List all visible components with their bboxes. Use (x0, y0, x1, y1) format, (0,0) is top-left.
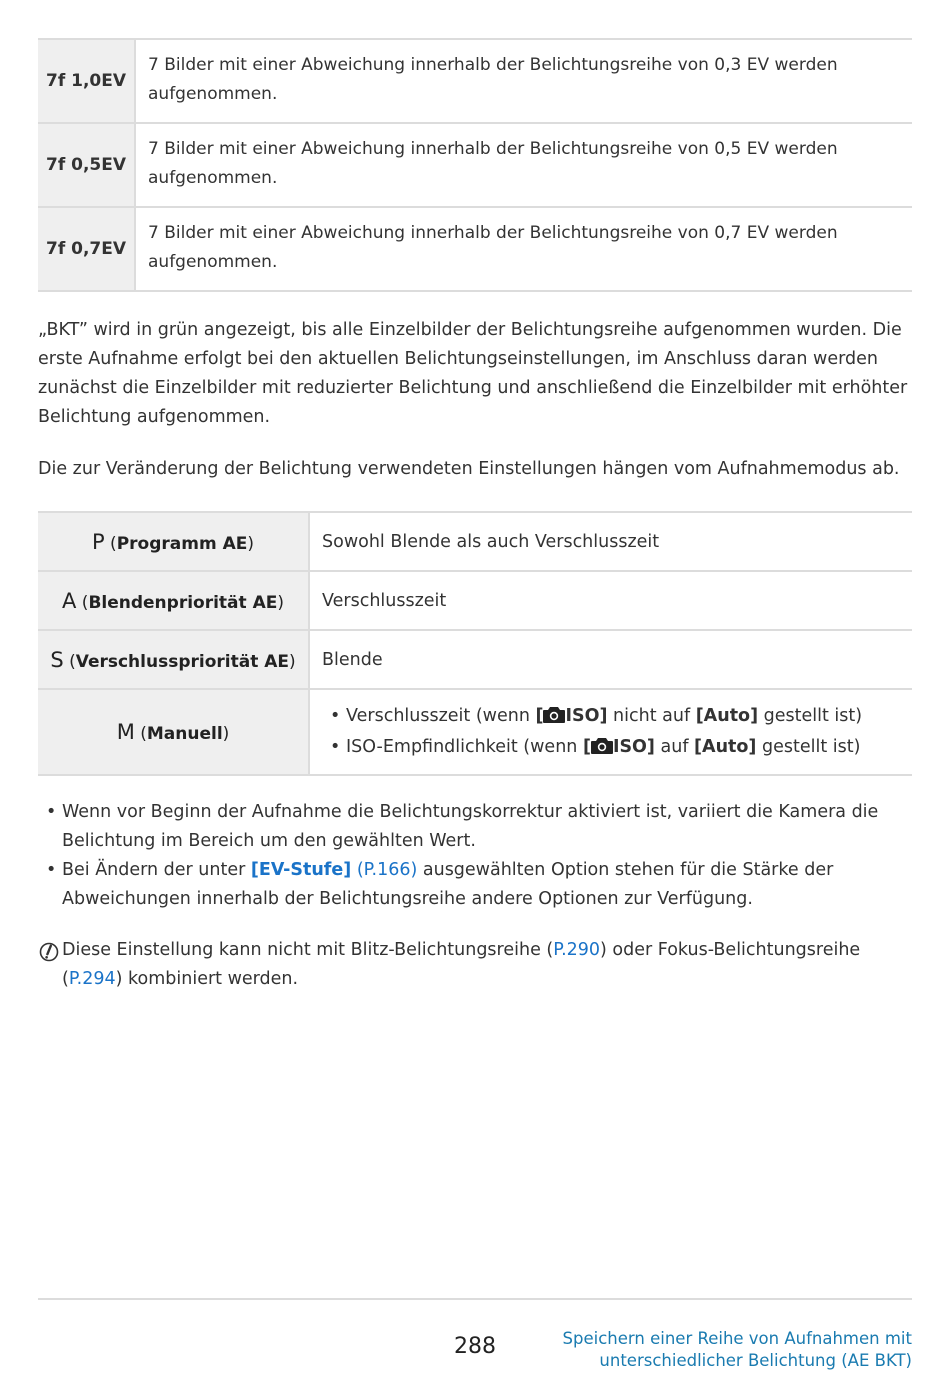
table-row (38, 512, 912, 571)
table-row (38, 689, 912, 775)
manual-settings-list (322, 701, 900, 763)
section-title-line: unterschiedlicher Belichtung (AE BKT) (599, 1351, 912, 1370)
bracket-option-description: 7 Bilder mit einer Abweichung innerhalb der Belichtungsreihe von 0,3 EV werden aufgenommen. (135, 39, 912, 123)
mode-setting: Blende (309, 630, 912, 689)
table-row (38, 630, 912, 689)
bracket-step-table (38, 38, 912, 292)
list-item: • Bei Ändern der unter [EV-Stufe] (P.166) ausgewählten Option stehen für die Stärke der Abweichungen innerhalb der Belichtungsreihe andere Optionen zur Verfügung. (38, 856, 912, 914)
shooting-mode-table (38, 511, 912, 776)
list-item: • Verschlusszeit (wenn [ ISO] nicht auf [Auto] gestellt ist) (322, 701, 900, 732)
table-row (38, 571, 912, 630)
section-title-line: Speichern einer Reihe von Aufnahmen mit (562, 1329, 912, 1348)
camera-icon (543, 706, 565, 723)
section-title-link[interactable] (563, 1328, 912, 1372)
notes-list (38, 798, 912, 914)
ev-step-link[interactable]: [EV-Stufe] (250, 860, 352, 880)
table-row (38, 207, 912, 291)
mode-label: A (Blendenpriorität AE) (38, 571, 309, 630)
mode-letter: P (91, 529, 105, 554)
camera-icon (591, 737, 613, 754)
mode-name: Blendenpriorität AE (88, 592, 278, 613)
mode-name: Verschlusspriorität AE (75, 651, 290, 672)
table-row (38, 123, 912, 207)
mode-setting (309, 689, 912, 775)
mode-name: Manuell (146, 724, 223, 744)
list-item: • ISO-Empfindlichkeit (wenn [ ISO] auf [Auto] gestellt ist) (322, 732, 900, 763)
footer-divider (38, 1298, 912, 1300)
bracket-option-description: 7 Bilder mit einer Abweichung innerhalb der Belichtungsreihe von 0,5 EV werden aufgenommen. (135, 123, 912, 207)
mode-letter: M (116, 720, 135, 744)
mode-name: Programm AE (116, 533, 248, 554)
bracket-option-description: 7 Bilder mit einer Abweichung innerhalb der Belichtungsreihe von 0,7 EV werden aufgenommen. (135, 207, 912, 291)
page-reference-link[interactable]: P.294 (68, 969, 116, 989)
bracket-option-label: 7f 0,7EV (38, 207, 135, 291)
page-reference-link[interactable]: P.290 (553, 940, 601, 960)
bkt-explanation-paragraph: „BKT” wird in grün angezeigt, bis alle Einzelbilder der Belichtungsreihe aufgenommen wurden. Die erste Aufnahme erfolgt bei den aktuellen Belichtungseinstellungen, im Anschluss daran werden zunächst die Einzelbilder mit reduzierter Belichtung und anschließend die Einzelbilder mit erhöhter Belichtung aufgenommen. (38, 320, 908, 427)
mode-label: P (Programm AE) (38, 512, 309, 571)
caution-icon (39, 942, 59, 962)
bracket-option-label: 7f 0,5EV (38, 123, 135, 207)
page-content (38, 38, 912, 994)
caution-note: Diese Einstellung kann nicht mit Blitz-Belichtungsreihe (P.290) oder Fokus-Belichtungsreihe (P.294) kombiniert werden. (38, 936, 912, 994)
list-item: • Wenn vor Beginn der Aufnahme die Belichtungskorrektur aktiviert ist, variiert die Kamera die Belichtung im Bereich um den gewählten Wert. (38, 798, 912, 856)
mode-letter: S (50, 647, 64, 672)
mode-dependency-paragraph: Die zur Veränderung der Belichtung verwendeten Einstellungen hängen vom Aufnahmemodus ab. (38, 459, 900, 479)
page-reference-link[interactable]: (P.166) (351, 860, 418, 880)
mode-setting: Verschlusszeit (309, 571, 912, 630)
mode-setting: Sowohl Blende als auch Verschlusszeit (309, 512, 912, 571)
table-row (38, 39, 912, 123)
bracket-option-label: 7f 1,0EV (38, 39, 135, 123)
mode-label: S (Verschlusspriorität AE) (38, 630, 309, 689)
mode-label: M (Manuell) (38, 689, 309, 775)
page-number: 288 (454, 1334, 496, 1359)
mode-letter: A (62, 588, 77, 613)
